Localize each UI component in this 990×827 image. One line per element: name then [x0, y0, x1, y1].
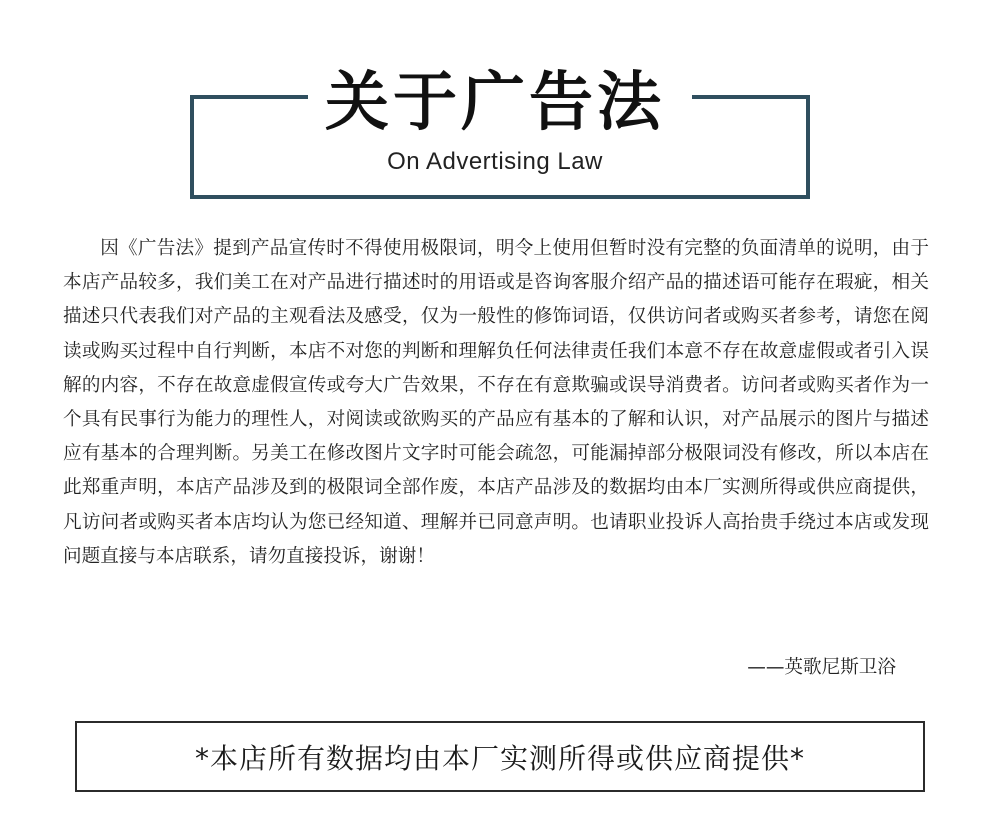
- page-title: 关于广告法: [325, 66, 665, 140]
- disclaimer-paragraph: 因《广告法》提到产品宣传时不得使用极限词，明令上使用但暂时没有完整的负面清单的说明，由于本店产品较多，我们美工在对产品进行描述时的用语或是咨询客服介绍产品的描述语可能存在瑕疵，相关描述只代表我们对产品的主观看法及感受，仅为一般性的修饰词语，仅供访问者或购买者参考，请您在阅读或购买过程中自行判断，本店不对您的判断和理解负任何法律责任我们本意不存在故意虚假或者引入误解的内容，不存在故意虚假宣传或夸大广告效果，不存在有意欺骗或误导消费者。访问者或购买者作为一个具有民事行为能力的理性人，对阅读或欲购买的产品应有基本的了解和认识，对产品展示的图片与描述应有基本的合理判断。另美工在修改图片文字时可能会疏忽，可能漏掉部分极限词没有修改，所以本店在此郑重声明，本店产品涉及到的极限词全部作废，本店产品涉及的数据均由本厂实测所得或供应商提供，凡访问者或购买者本店均认为您已经知道、理解并已同意声明。也请职业投诉人高抬贵手绕过本店或发现问题直接与本店联系，请勿直接投诉，谢谢！: [63, 238, 929, 567]
- signature: ——英歌尼斯卫浴: [747, 657, 896, 678]
- notice-box: [75, 721, 925, 792]
- notice-text: *本店所有数据均由本厂实测所得或供应商提供*: [194, 741, 805, 775]
- page-subtitle: On Advertising Law: [387, 148, 603, 175]
